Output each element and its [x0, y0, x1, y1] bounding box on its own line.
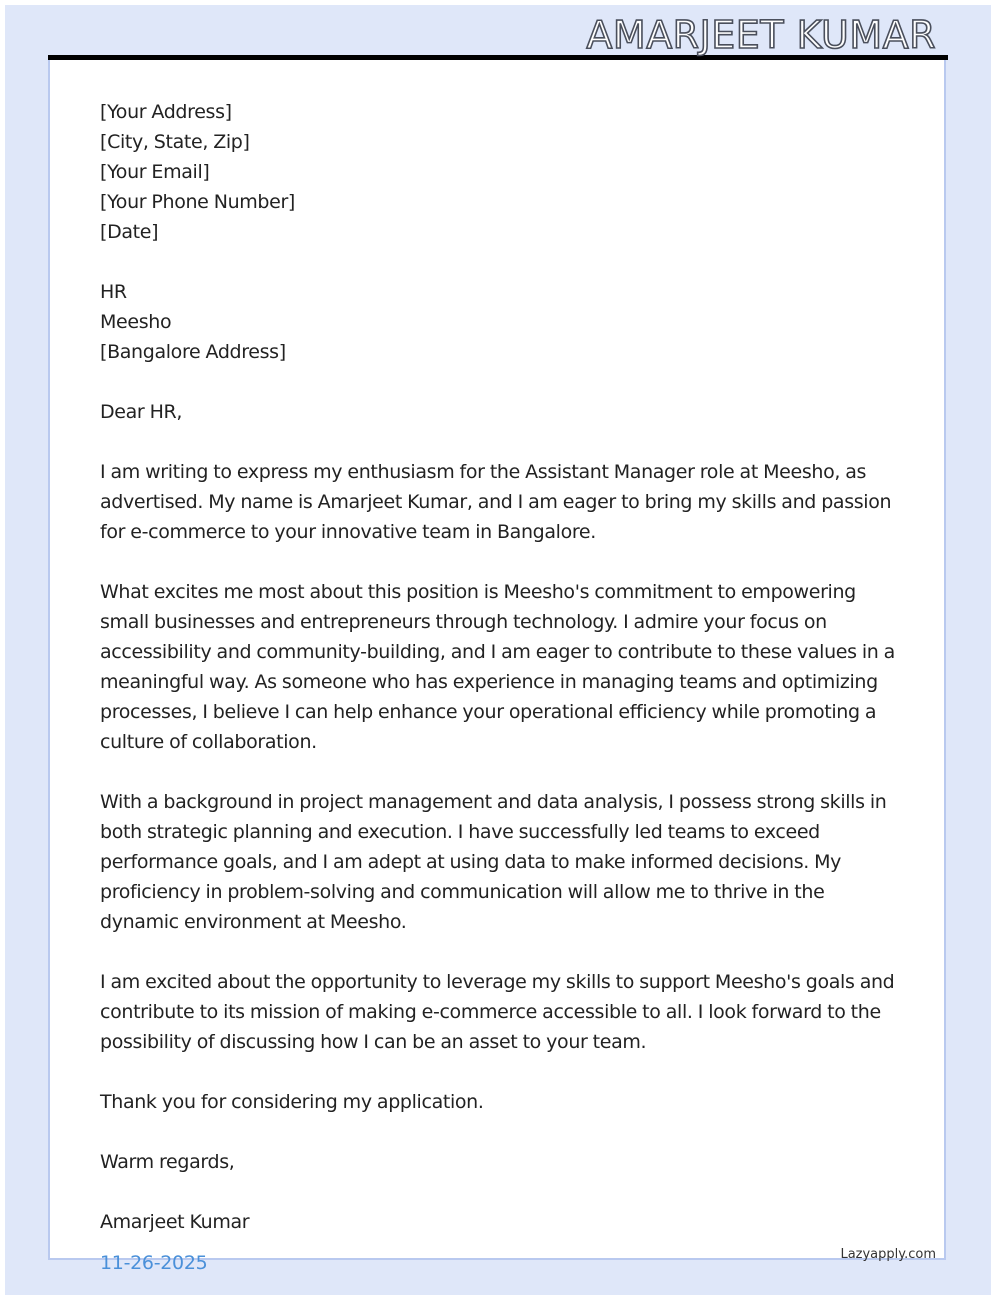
recipient-name: HR: [100, 281, 127, 303]
signature: Amarjeet Kumar: [100, 1211, 250, 1233]
recipient-address: [Bangalore Address]: [100, 341, 286, 363]
body-paragraph-3: With a background in project management and data analysis, I possess strong skills in both strategic planning and execution. I have successfully led teams to exceed performance goals, and I am adept at using data to make informed decisions. My proficiency in problem-solving and communication will allow me to thrive in the dynamic environment at Meesho.: [100, 791, 887, 933]
body-paragraph-5: Thank you for considering my application.: [100, 1091, 484, 1113]
salutation: Dear HR,: [100, 401, 183, 423]
sender-address: [Your Address]: [100, 101, 232, 123]
watermark-text: Lazyapply.com: [840, 1247, 936, 1262]
sender-date: [Date]: [100, 221, 159, 243]
body-paragraph-1: I am writing to express my enthusiasm for the Assistant Manager role at Meesho, as advertised. My name is Amarjeet Kumar, and I am eager to bring my skills and passion for e-commerce to your innovative team in Bangalore.: [100, 461, 892, 543]
closing: Warm regards,: [100, 1151, 235, 1173]
sender-city-state-zip: [City, State, Zip]: [100, 131, 250, 153]
sender-phone: [Your Phone Number]: [100, 191, 295, 213]
recipient-company: Meesho: [100, 311, 172, 333]
letter-body: [100, 97, 900, 1237]
sender-email: [Your Email]: [100, 161, 210, 183]
footer-date: 11-26-2025: [100, 1252, 208, 1274]
applicant-name-heading: AMARJEET KUMAR: [586, 13, 936, 57]
body-paragraph-4: I am excited about the opportunity to leverage my skills to support Meesho's goals and contribute to its mission of making e-commerce accessible to all. I look forward to the possibility of discussing how I can be an asset to your team.: [100, 971, 895, 1053]
body-paragraph-2: What excites me most about this position is Meesho's commitment to empowering small businesses and entrepreneurs through technology. I admire your focus on accessibility and community-building, and I am eager to contribute to these values in a meaningful way. As someone who has experience in managing teams and optimizing processes, I believe I can help enhance your operational efficiency while promoting a culture of collaboration.: [100, 581, 895, 753]
